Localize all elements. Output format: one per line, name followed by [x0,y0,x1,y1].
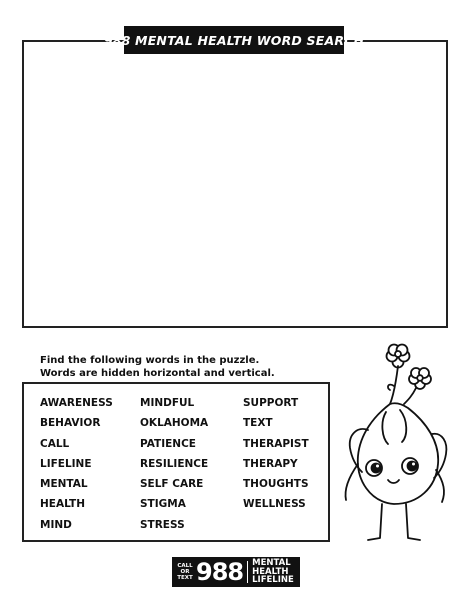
page-title: 988 MENTAL HEALTH WORD SEARCH [124,26,344,54]
word-item: STRESS [140,518,185,531]
word-item: SELF CARE [140,478,204,491]
988-lifeline-logo [172,557,300,587]
word-list [40,396,353,538]
logo-number: 988 [196,558,244,586]
word-item: THOUGHTS [243,478,309,491]
word-column-2 [140,396,243,538]
word-item: MINDFUL [140,397,195,409]
word-item: WELLNESS [243,498,306,511]
word-search-frame [22,40,448,328]
word-item: CALL [40,437,70,450]
word-item: SUPPORT [243,397,299,409]
word-item: THERAPY [243,457,298,470]
word-item: AWARENESS [40,397,113,409]
word-item: HEALTH [40,498,85,511]
instructions-line-2: Words are hidden horizontal and vertical. [40,368,275,379]
word-item: PATIENCE [140,437,196,450]
word-item: THERAPIST [243,437,309,450]
mascot-illustration [328,342,458,552]
word-item: BEHAVIOR [40,417,101,430]
logo-divider [247,561,248,583]
word-item: MIND [40,518,72,531]
flower-icon [409,368,431,389]
word-item: TEXT [243,417,273,430]
instructions-line-1: Find the following words in the puzzle. [40,355,260,366]
word-item: STIGMA [140,498,186,511]
word-column-1 [40,396,140,538]
word-item: LIFELINE [40,457,92,470]
instructions [40,354,275,380]
logo-call-or-text: CALL OR TEXT [177,563,193,581]
word-item: MENTAL [40,478,88,491]
logo-text: MENTAL HEALTH LIFELINE [252,558,294,586]
word-item: RESILIENCE [140,457,209,470]
flower-icon [387,345,410,368]
word-item: OKLAHOMA [140,417,209,430]
